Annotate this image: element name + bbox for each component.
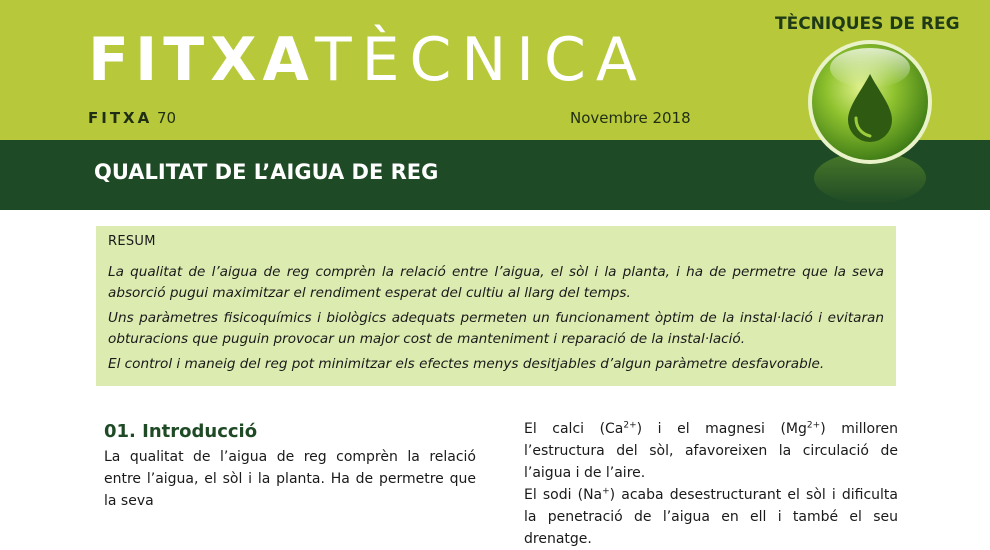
calcium-magnesium-paragraph	[524, 418, 898, 484]
water-drop-icon	[800, 38, 940, 208]
fitxa-number	[88, 109, 176, 127]
fitxa-label: FITXA	[88, 109, 153, 127]
superscript: 2+	[623, 420, 637, 431]
fitxa-number-value: 70	[157, 109, 177, 127]
text-run: El sodi (Na	[524, 487, 603, 503]
text-run: ) acaba desestructurant el sòl i dificulta la penetració de l’aigua en ell i també el seu drenatge.	[524, 487, 898, 547]
document-title: QUALITAT DE L’AIGUA DE REG	[94, 160, 439, 184]
brand-light: TÈCNICA	[314, 25, 647, 95]
sodium-paragraph	[524, 484, 898, 550]
section-title: 01. Introducció	[104, 421, 258, 442]
summary-heading: RESUM	[108, 234, 156, 249]
superscript: 2+	[806, 420, 821, 431]
text-run: ) milloren l’estructura del sòl, afavoreixen la circulació de l’aigua i de l’aire.	[524, 421, 898, 481]
brand-bold: FITXA	[88, 25, 315, 95]
superscript: +	[602, 486, 610, 497]
summary-paragraph: La qualitat de l’aigua de reg comprèn la relació entre l’aigua, el sòl i la planta, i ha de permetre que la seva absorció pugui maximitzar el rendiment esperat del cultiu al llarg del temps.	[108, 264, 884, 301]
intro-text-left: La qualitat de l’aigua de reg comprèn la relació entre l’aigua, el sòl i la planta. Ha de permetre que la seva	[104, 449, 476, 509]
category-label: TÈCNIQUES DE REG	[775, 14, 960, 34]
brand-wordmark	[88, 25, 647, 95]
publication-date: Novembre 2018	[570, 109, 691, 127]
summary-box	[96, 226, 896, 386]
summary-paragraph: Uns paràmetres fisicoquímics i biològics adequats permeten un funcionament òptim de la instal·lació i evitaran obturacions que puguin provocar un major cost de manteniment i reparació de la instal·lació.	[108, 310, 884, 347]
intro-text-right	[524, 418, 898, 550]
text-run: ) i el magnesi (Mg	[636, 421, 807, 437]
summary-paragraph: El control i maneig del reg pot minimitzar els efectes menys desitjables d’algun paràmetre desfavorable.	[108, 356, 825, 372]
text-run: El calci (Ca	[524, 421, 624, 437]
